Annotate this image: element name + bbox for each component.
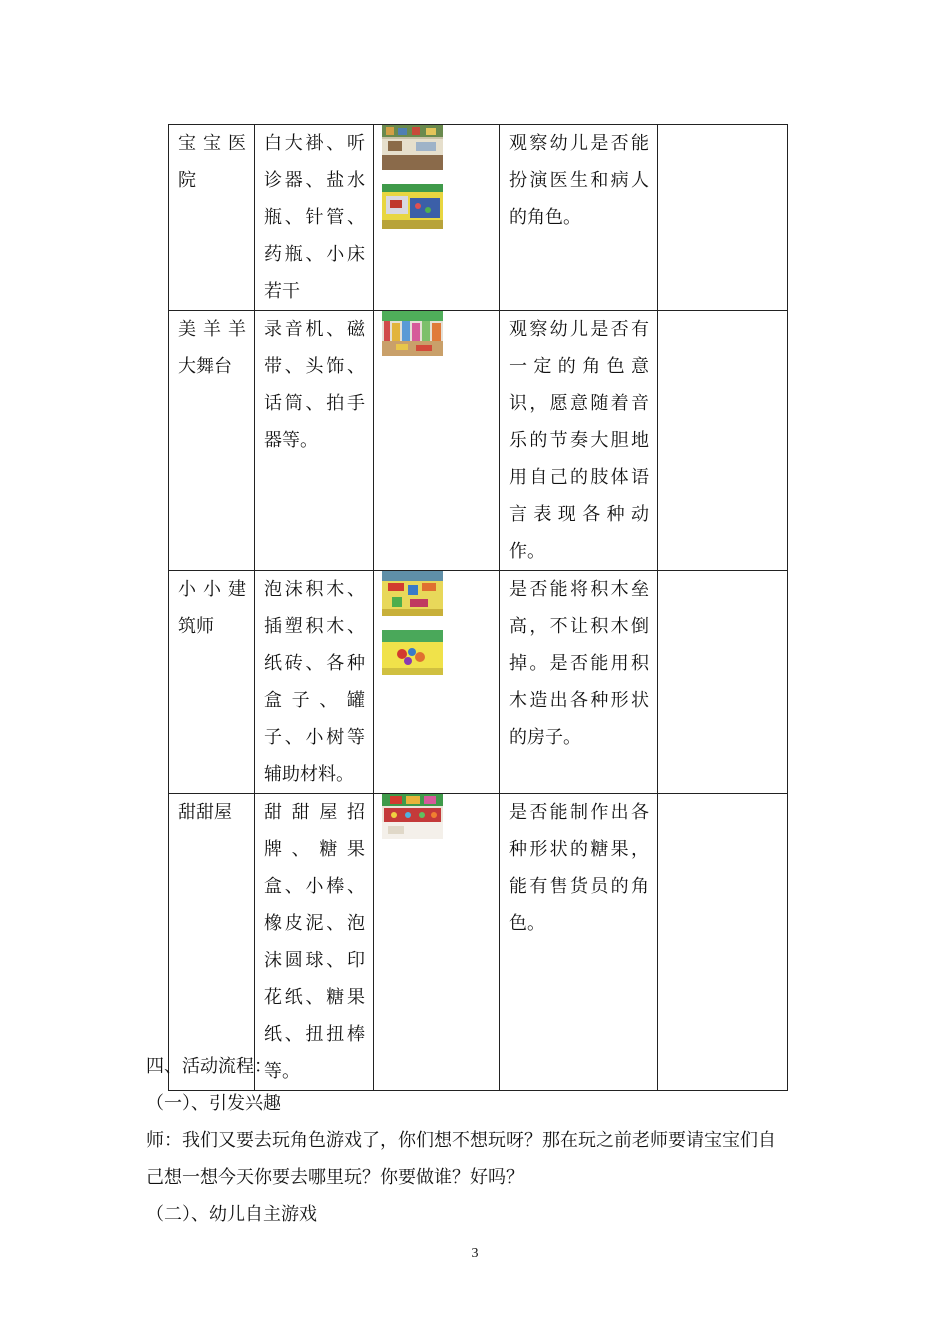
note-cell: [658, 571, 788, 794]
goal-cell: 观察幼儿是否能扮演医生和病人的角色。: [500, 125, 658, 311]
blocks-mat-photo: [382, 630, 443, 675]
table-row: [169, 311, 788, 571]
area-cell: 美羊羊大舞台: [169, 311, 255, 571]
step-heading: （二）、幼儿自主游戏: [146, 1204, 317, 1225]
note-cell: [658, 125, 788, 311]
section-heading: 四、活动流程：: [146, 1056, 272, 1077]
stage-photo: [382, 311, 443, 356]
paragraph-line: 己想一想今天你要去哪里玩？你要做谁？好吗？: [146, 1167, 524, 1188]
table-row: [169, 571, 788, 794]
note-cell: [658, 311, 788, 571]
materials-cell: 甜甜屋招牌、糖果盒、小棒、橡皮泥、泡沫圆球、印花纸、糖果纸、扭扭棒等。: [255, 794, 374, 1091]
goal-cell: 观察幼儿是否有一定的角色意识，愿意随着音乐的节奏大胆地用自己的肢体语言表现各种动作。: [500, 311, 658, 571]
area-cell: 甜甜屋: [169, 794, 255, 1091]
photo-cell: [374, 125, 500, 311]
table-row: [169, 125, 788, 311]
photo-cell: [374, 571, 500, 794]
table-row: [169, 794, 788, 1091]
clinic-bed-photo: [382, 184, 443, 229]
area-cell: 小小建筑师: [169, 571, 255, 794]
goal-cell: 是否能制作出各种形状的糖果，能有售货员的角色。: [500, 794, 658, 1091]
candy-shop-photo: [382, 794, 443, 839]
materials-cell: 泡沫积木、插塑积木、纸砖、各种盒子、罐子、小树等辅助材料。: [255, 571, 374, 794]
page-number: 3: [471, 1246, 479, 1261]
clinic-photo: [382, 125, 443, 170]
activity-area-table: [168, 124, 788, 1091]
step-heading: （一）、引发兴趣: [146, 1093, 281, 1114]
area-cell: 宝宝医院: [169, 125, 255, 311]
note-cell: [658, 794, 788, 1091]
materials-cell: 录音机、磁带、头饰、话筒、拍手器等。: [255, 311, 374, 571]
goal-cell: 是否能将积木垒高，不让积木倒掉。是否能用积木造出各种形状的房子。: [500, 571, 658, 794]
photo-cell: [374, 794, 500, 1091]
paragraph-line: 师：我们又要去玩角色游戏了，你们想不想玩呀？那在玩之前老师要请宝宝们自: [146, 1130, 776, 1151]
photo-cell: [374, 311, 500, 571]
materials-cell: 白大褂、听诊器、盐水瓶、针管、药瓶、小床若干: [255, 125, 374, 311]
blocks-photo: [382, 571, 443, 616]
